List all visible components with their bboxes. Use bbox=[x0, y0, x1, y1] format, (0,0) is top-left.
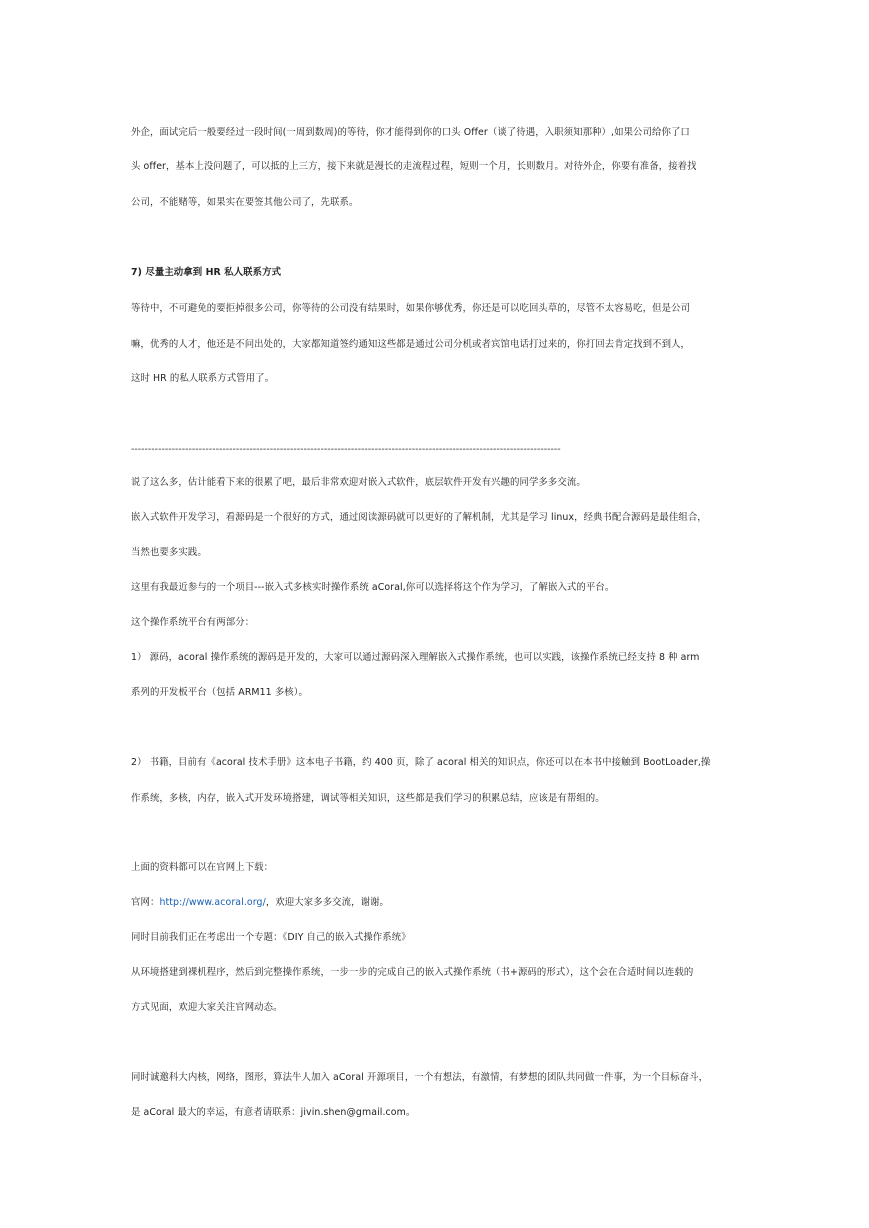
paragraph-waiqi-line-3: 公司，不能赌等，如果实在要签其他公司了，先联系。 bbox=[131, 197, 359, 208]
list-item-book-line-1: 2） 书籍，目前有《acoral 技术手册》这本电子书籍，约 400 页，除了 acoral 相关的知识点，你还可以在本书中接触到 BootLoader,操 bbox=[131, 757, 711, 768]
paragraph-invite-line-2: 是 aCoral 最大的幸运，有意者请联系：jivin.shen@gmail.com。 bbox=[131, 1107, 416, 1118]
paragraph-closing: 说了这么多，估计能看下来的很累了吧，最后非常欢迎对嵌入式软件，底层软件开发有兴趣的同学多多交流。 bbox=[131, 477, 586, 488]
list-item-source-line-1: 1） 源码，acoral 操作系统的源码是开发的，大家可以通过源码深入理解嵌入式操作系统，也可以实践，该操作系统已经支持 8 种 arm bbox=[131, 652, 700, 663]
paragraph-serial-line-2: 方式见面，欢迎大家关注官网动态。 bbox=[131, 1002, 283, 1013]
paragraph-waiting-line-3: 这时 HR 的私人联系方式管用了。 bbox=[131, 373, 275, 384]
list-item-source-line-2: 系列的开发板平台（包括 ARM11 多核）。 bbox=[131, 687, 309, 698]
paragraph-learning-line-1: 嵌入式软件开发学习，看源码是一个很好的方式，通过阅读源码就可以更好的了解机制，尤其是学习 linux，经典书配合源码是最佳组合， bbox=[131, 512, 707, 523]
paragraph-topic: 同时目前我们正在考虑出一个专题：《DIY 自己的嵌入式操作系统》 bbox=[131, 932, 411, 943]
paragraph-serial-line-1: 从环境搭建到裸机程序，然后到完整操作系统，一步一步的完成自己的嵌入式操作系统（书+源码的形式），这个会在合适时间以连载的 bbox=[131, 967, 694, 978]
website-link[interactable]: http://www.acoral.org/ bbox=[159, 897, 266, 908]
paragraph-waiqi-line-1: 外企，面试完后一般要经过一段时间(一周到数周)的等待，你才能得到你的口头 Offer（谈了待遇，入职须知那种）,如果公司给你了口 bbox=[131, 127, 690, 138]
paragraph-waiting-line-1: 等待中，不可避免的要拒掉很多公司，你等待的公司没有结果时，如果你够优秀，你还是可以吃回头草的，尽管不太容易吃，但是公司 bbox=[131, 303, 691, 314]
website-prefix: 官网： bbox=[131, 897, 160, 908]
website-suffix: ，欢迎大家多多交流，谢谢。 bbox=[265, 897, 390, 908]
paragraph-waiting-line-2: 嘛，优秀的人才，他还是不问出处的，大家都知道签约通知这些都是通过公司分机或者宾馆电话打过来的，你打回去肯定找到不到人， bbox=[131, 339, 691, 350]
paragraph-waiqi-line-2: 头 offer，基本上没问题了，可以抵的上三方，接下来就是漫长的走流程过程，短则一个月，长则数月。对待外企，你要有准备，接着找 bbox=[131, 161, 697, 172]
section-heading-7: 7) 尽量主动拿到 HR 私人联系方式 bbox=[131, 267, 282, 278]
separator-line: ------------------------------------------------------------------------------------------------------------------------------- bbox=[131, 444, 561, 455]
paragraph-website bbox=[131, 896, 389, 910]
paragraph-download: 上面的资料都可以在官网上下载： bbox=[131, 862, 274, 873]
paragraph-invite-line-1: 同时诚邀科大内核，网络，图形，算法牛人加入 aCoral 开源项目，一个有想法，有激情，有梦想的团队共同做一件事，为一个目标奋斗， bbox=[131, 1072, 709, 1083]
list-item-book-line-2: 作系统，多核，内存，嵌入式开发环境搭建，调试等相关知识，这些都是我们学习的积累总结，应该是有帮组的。 bbox=[131, 793, 605, 804]
paragraph-two-parts: 这个操作系统平台有两部分： bbox=[131, 617, 255, 628]
paragraph-project: 这里有我最近参与的一个项目---嵌入式多核实时操作系统 aCoral,你可以选择将这个作为学习，了解嵌入式的平台。 bbox=[131, 582, 615, 593]
paragraph-learning-line-2: 当然也要多实践。 bbox=[131, 547, 207, 558]
